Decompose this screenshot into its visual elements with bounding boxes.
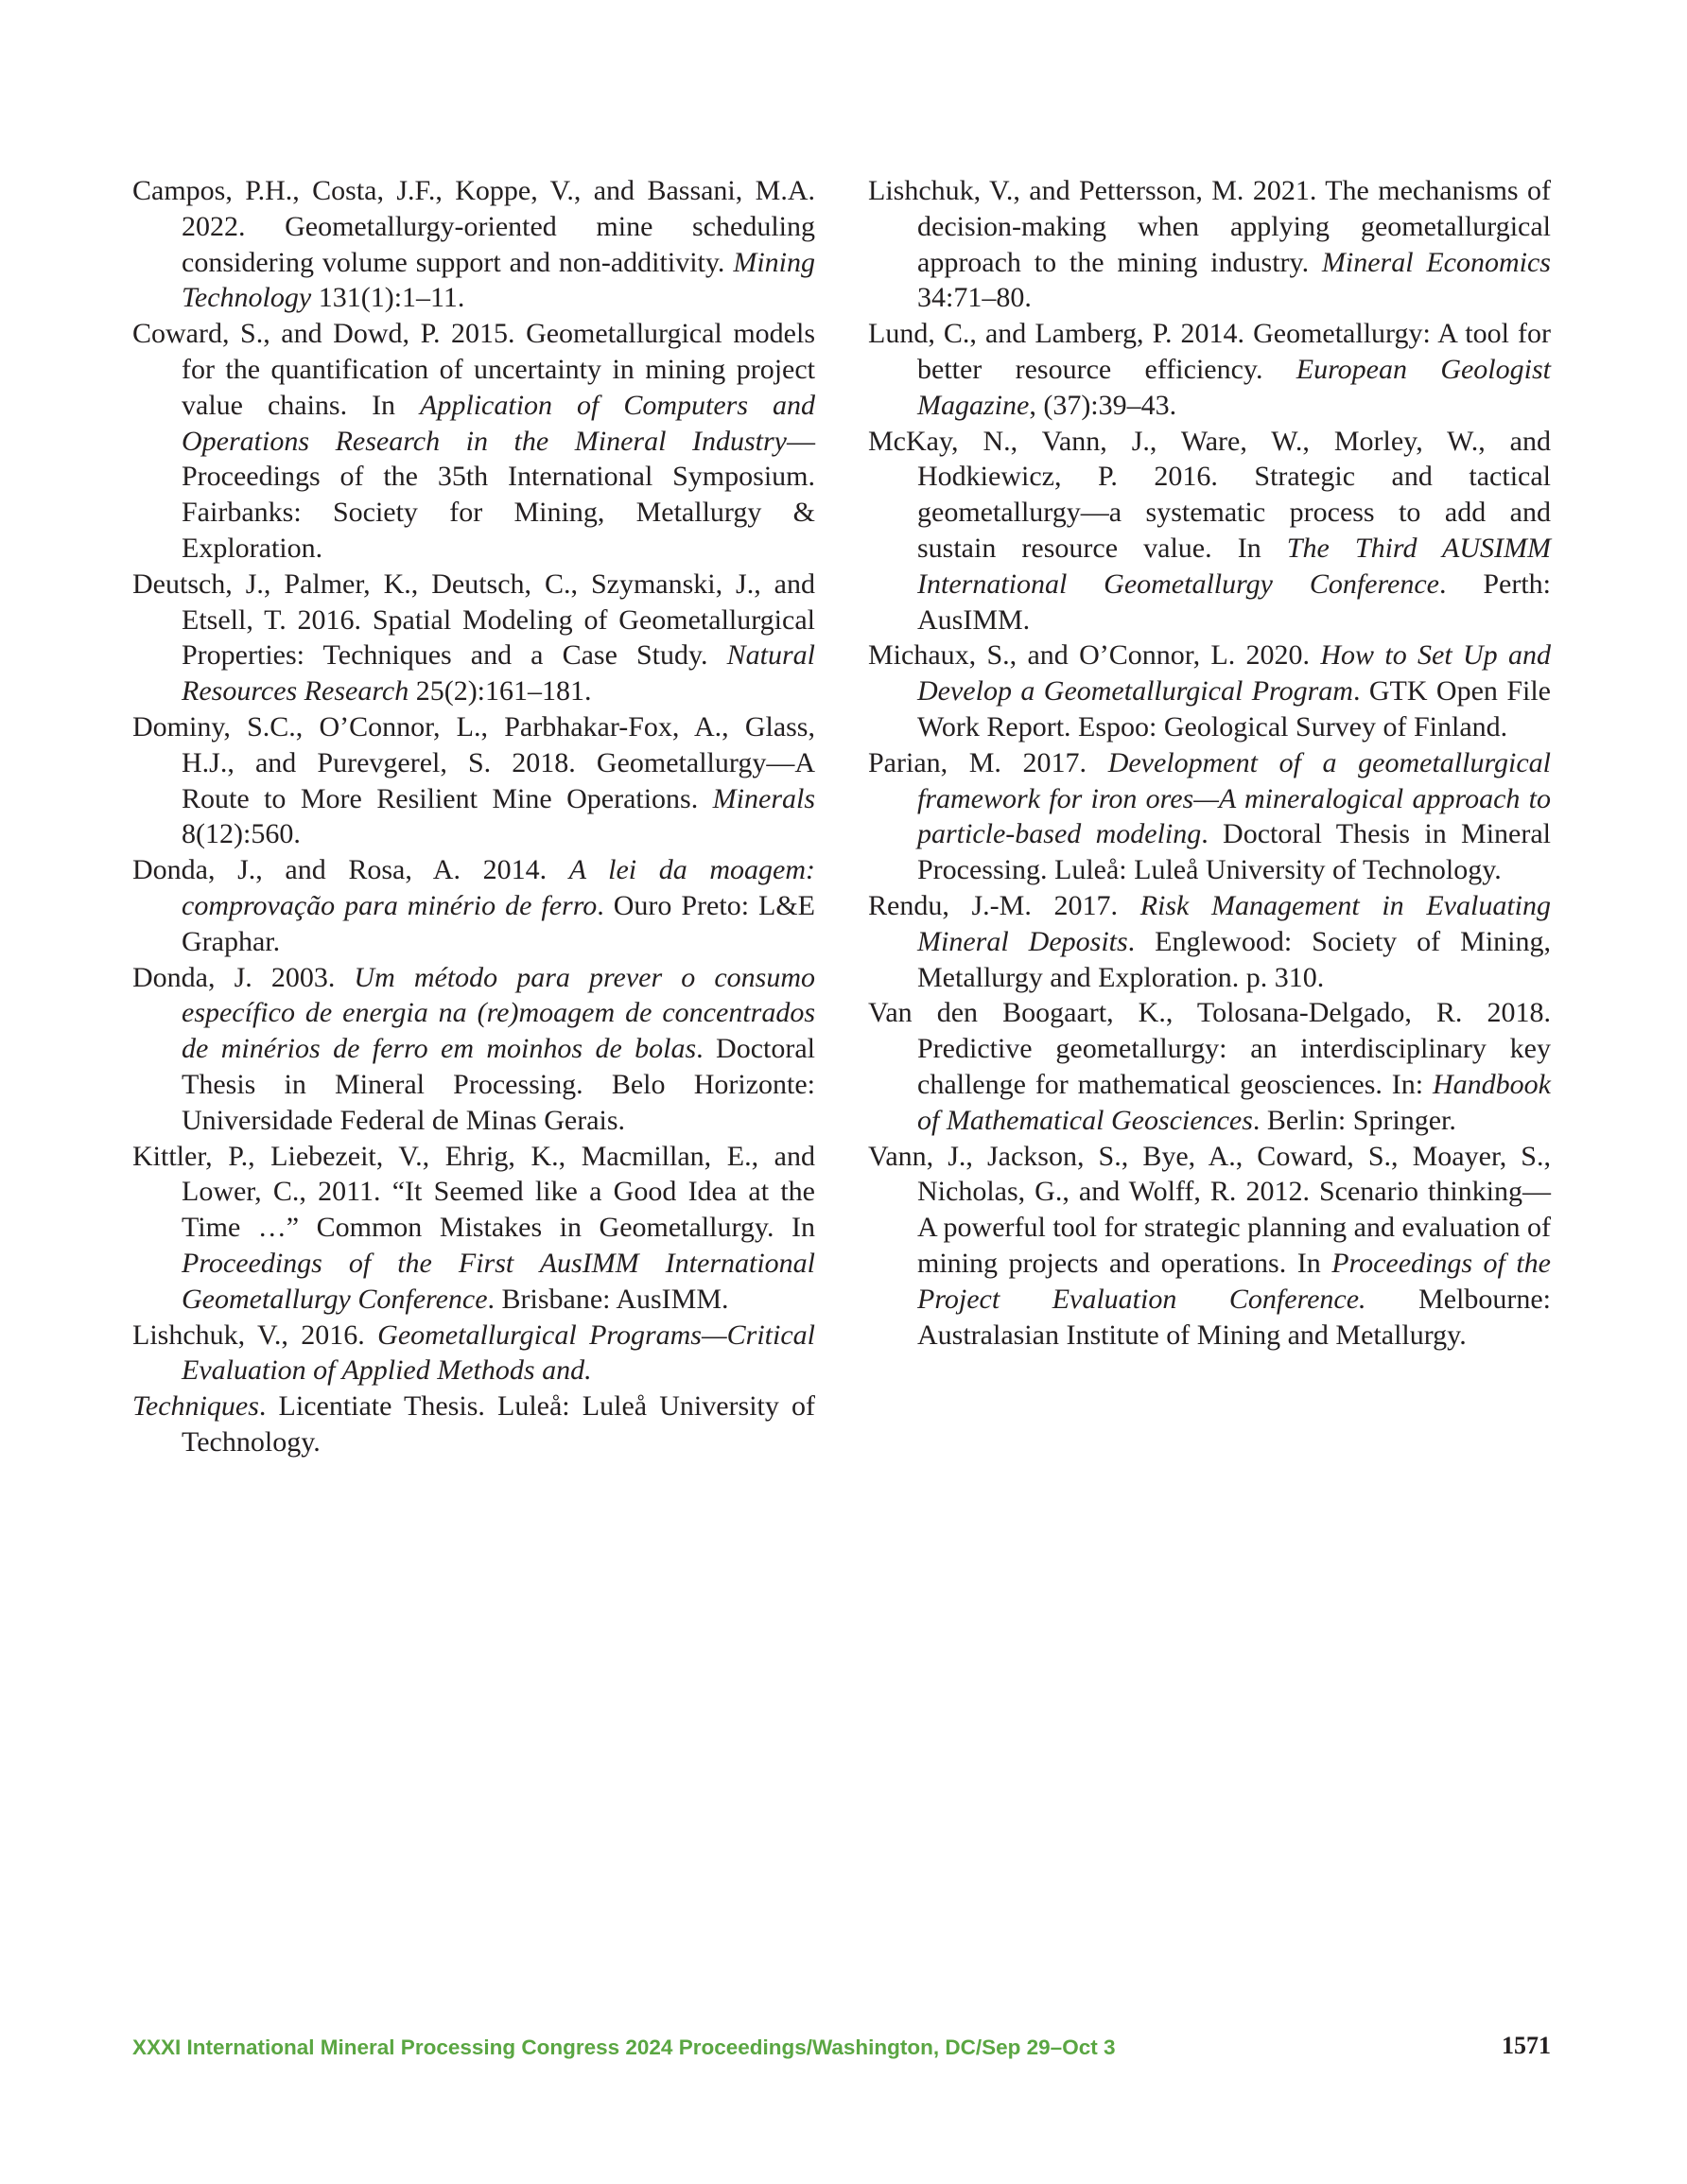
reference-text: Melbourne: Australasian Institute of Mining and Metallurgy. [917,1283,1551,1351]
reference-text: Donda, J., and Rosa, A. 2014. [132,854,569,886]
reference-italic-text: Geometallurgical Programs—Critical Evaluation of Applied Methods and. [182,1319,815,1387]
reference-italic-text: How to Set Up and Develop a Geometallurgical Program [917,639,1552,708]
reference-text: . Berlin: Springer. [1252,1104,1456,1136]
reference-text: Donda, J. 2003. [132,961,355,993]
reference-italic-text: European Geologist Magazine [917,353,1551,421]
reference-entry [132,316,815,567]
reference-italic-text: Proceedings of the Project Evaluation Conference. [917,1247,1551,1315]
reference-text: . Ouro Preto: L&E Graphar. [182,889,816,957]
reference-italic-text: Risk Management in Evaluating Mineral Deposits [917,889,1551,957]
reference-entry [132,709,815,852]
reference-text: 8(12):560. [182,818,301,850]
reference-entry [868,316,1551,423]
reference-italic-text: Natural Resources Research [182,639,815,708]
reference-entry [132,567,815,709]
reference-italic-text: Minerals [712,782,815,814]
reference-italic-text: Proceedings of the First AusIMM International Geometallurgy Conference [182,1247,815,1315]
reference-text: Campos, P.H., Costa, J.F., Koppe, V., and Bassani, M.A. 2022. Geometallurgy-oriented mine scheduling considering volume support and non-additivity. [132,175,815,278]
reference-text: , (37):39–43. [1029,389,1177,421]
reference-text: McKay, N., Vann, J., Ware, W., Morley, W., and Hodkiewicz, P. 2016. Strategic and tactical geometallurgy—a systematic process to add and sustain resource value. In [868,425,1551,564]
reference-entry [868,745,1551,888]
reference-entry [868,888,1551,995]
reference-text: Vann, J., Jackson, S., Bye, A., Coward, S., Moayer, S., Nicholas, G., and Wolff, R. 2012. Scenario thinking—A powerful tool for strategic planning and evaluation of mining projects and operations. In [868,1140,1551,1279]
reference-text: . Perth: AusIMM. [917,568,1551,636]
reference-text: Lund, C., and Lamberg, P. 2014. Geometallurgy: A tool for better resource efficiency. [868,318,1551,385]
reference-entry [132,852,815,959]
page-number: 1571 [1502,2032,1551,2059]
reference-entry [132,173,815,316]
reference-text: Coward, S., and Dowd, P. 2015. Geometallurgical models for the quantification of uncertainty in mining project value chains. In [132,318,815,421]
reference-text: . Licentiate Thesis. Luleå: Luleå University of Technology. [182,1390,815,1458]
reference-text: Michaux, S., and O’Connor, L. 2020. [868,639,1321,672]
reference-text: . Englewood: Society of Mining, Metallurgy and Exploration. p. 310. [917,925,1552,993]
reference-text: Kittler, P., Liebezeit, V., Ehrig, K., Macmillan, E., and Lower, C., 2011. “It Seemed like a Good Idea at the Time …” Common Mistakes in Geometallurgy. In [132,1140,815,1244]
reference-italic-text: The Third AUSIMM International Geometallurgy Conference [917,532,1551,600]
reference-text: 25(2):161–181. [409,675,592,708]
reference-entry [132,960,815,1139]
reference-text: . GTK Open File Work Report. Espoo: Geological Survey of Finland. [917,675,1551,743]
reference-text: . Doctoral Thesis in Mineral Processing. Belo Horizonte: Universidade Federal de Minas Gerais. [182,1033,815,1136]
reference-text: Van den Boogaart, K., Tolosana-Delgado, R. 2018. Predictive geometallurgy: an interdisciplinary key challenge for mathematical geosciences. In: [868,997,1551,1100]
reference-entry [132,1139,815,1318]
reference-italic-text: Mineral Economics [1321,246,1551,278]
reference-italic-text: Um método para prever o consumo específico de energia na (re)moagem de concentrados de minérios de ferro em moinhos de bolas [182,961,815,1065]
reference-text: 34:71–80. [917,282,1032,314]
reference-italic-text: Techniques [132,1390,259,1423]
references-right-column [868,173,1551,1353]
reference-entry [132,1318,815,1389]
reference-entry [868,1139,1551,1354]
reference-entry [868,638,1551,744]
reference-text: 131(1):1–11. [311,282,465,314]
reference-text: Dominy, S.C., O’Connor, L., Parbhakar-Fox, A., Glass, H.J., and Purevgerel, S. 2018. Geometallurgy—A Route to More Resilient Mine Operations. [132,710,815,814]
reference-text: Deutsch, J., Palmer, K., Deutsch, C., Szymanski, J., and Etsell, T. 2016. Spatial Modeling of Geometallurgical Properties: Techniques and a Case Study. [132,568,815,672]
reference-entry [868,424,1551,638]
reference-italic-text: Handbook of Mathematical Geosciences [917,1068,1551,1136]
reference-entry [132,1389,815,1460]
reference-entry [868,995,1551,1138]
reference-text: Lishchuk, V., 2016. [132,1319,378,1351]
reference-italic-text: Application of Computers and Operations Research in the Mineral Industry [182,389,815,457]
footer-proceedings-title: XXXI International Mineral Processing Congress 2024 Proceedings/Washington, DC/Sep 29–Oct 3 [132,2035,1116,2059]
reference-text: Lishchuk, V., and Pettersson, M. 2021. The mechanisms of decision-making when applying geometallurgical approach to the mining industry. [868,175,1551,278]
reference-text: —Proceedings of the 35th International Symposium. Fairbanks: Society for Mining, Metallurgy & Exploration. [182,425,815,564]
references-left-column [132,173,815,1460]
reference-text: . Brisbane: AusIMM. [487,1283,729,1315]
reference-italic-text: Mining Technology [182,246,815,314]
reference-text: . Doctoral Thesis in Mineral Processing. Luleå: Luleå University of Technology. [917,818,1551,886]
reference-text: Rendu, J.-M. 2017. [868,889,1140,921]
reference-italic-text: A lei da moagem: comprovação para minério de ferro [182,854,816,921]
reference-entry [868,173,1551,316]
reference-italic-text: Development of a geometallurgical framework for iron ores—A mineralogical approach to particle-based modeling [917,746,1551,850]
reference-text: Parian, M. 2017. [868,746,1108,778]
